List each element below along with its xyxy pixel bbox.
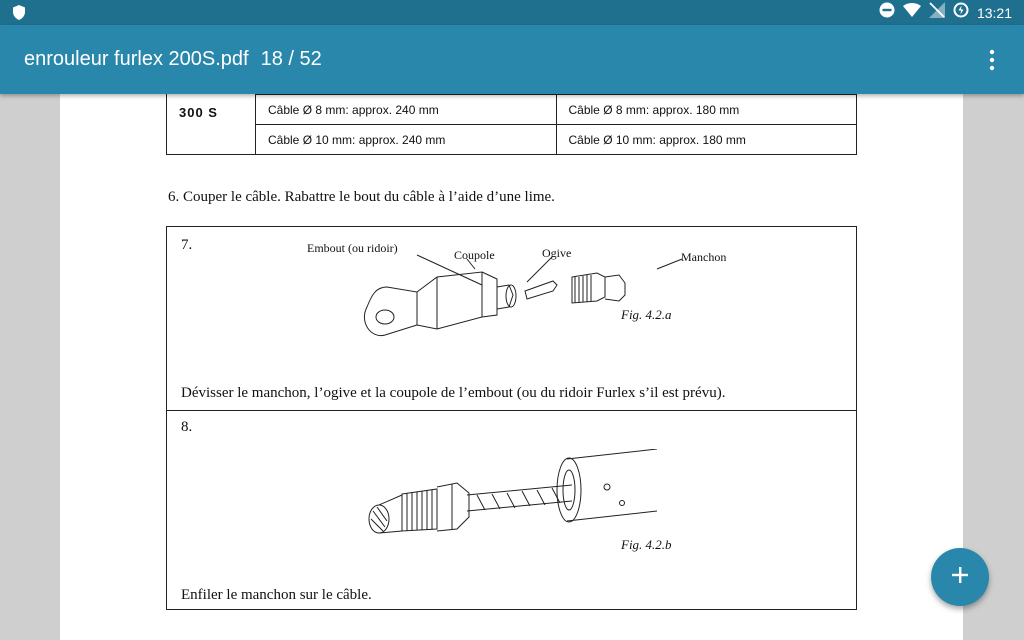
fig-4-2-b-drawing xyxy=(357,449,657,549)
spec-cell: Câble Ø 8 mm: approx. 180 mm xyxy=(556,95,857,125)
label-coupole: Coupole xyxy=(454,248,495,262)
step-6-text: 6. Couper le câble. Rabattre le bout du câble à l’aide d’une lime. xyxy=(168,189,555,205)
fig-4-2-a-drawing xyxy=(357,247,697,342)
title-area xyxy=(24,48,322,71)
app-bar xyxy=(0,25,1024,94)
spec-table xyxy=(166,84,857,155)
step-8-caption: Enfiler le manchon sur le câble. xyxy=(181,587,372,603)
document-title: enrouleur furlex 200S.pdf xyxy=(24,48,249,70)
step-8-number: 8. xyxy=(181,419,193,435)
pdf-page[interactable] xyxy=(60,94,963,640)
battery-charging-icon xyxy=(953,2,969,23)
page-counter: 18 / 52 xyxy=(260,48,322,70)
figure-label: Fig. 4.2.b xyxy=(621,537,672,552)
wifi-icon xyxy=(903,3,921,22)
do-not-disturb-icon xyxy=(879,2,895,23)
step-7-box xyxy=(166,226,857,411)
status-bar xyxy=(0,0,1024,25)
figure-label: Fig. 4.2.a xyxy=(621,307,672,322)
step-8-box xyxy=(166,409,857,610)
spec-cell: Câble Ø 10 mm: approx. 180 mm xyxy=(556,125,857,155)
spec-cell: Câble Ø 10 mm: approx. 240 mm xyxy=(256,125,557,155)
model-label: 300 S xyxy=(179,105,218,120)
label-manchon: Manchon xyxy=(681,250,727,264)
add-button[interactable] xyxy=(931,548,989,606)
more-options-button[interactable] xyxy=(980,47,1004,73)
spec-cell: Câble Ø 8 mm: approx. 240 mm xyxy=(256,95,557,125)
document-content xyxy=(60,94,963,640)
label-embout: Embout (ou ridoir) xyxy=(307,241,398,255)
shield-icon xyxy=(12,5,26,25)
label-ogive: Ogive xyxy=(542,246,572,260)
more-vert-icon xyxy=(980,60,1004,77)
step-7-caption: Dévisser le manchon, l’ogive et la coupole de l’embout (ou du ridoir Furlex s’il est prévu). xyxy=(181,385,726,401)
step-7-number: 7. xyxy=(181,237,193,253)
clock: 13:21 xyxy=(976,4,1012,21)
no-signal-icon xyxy=(929,2,945,23)
model-cell xyxy=(167,85,256,155)
plus-icon xyxy=(950,565,970,590)
